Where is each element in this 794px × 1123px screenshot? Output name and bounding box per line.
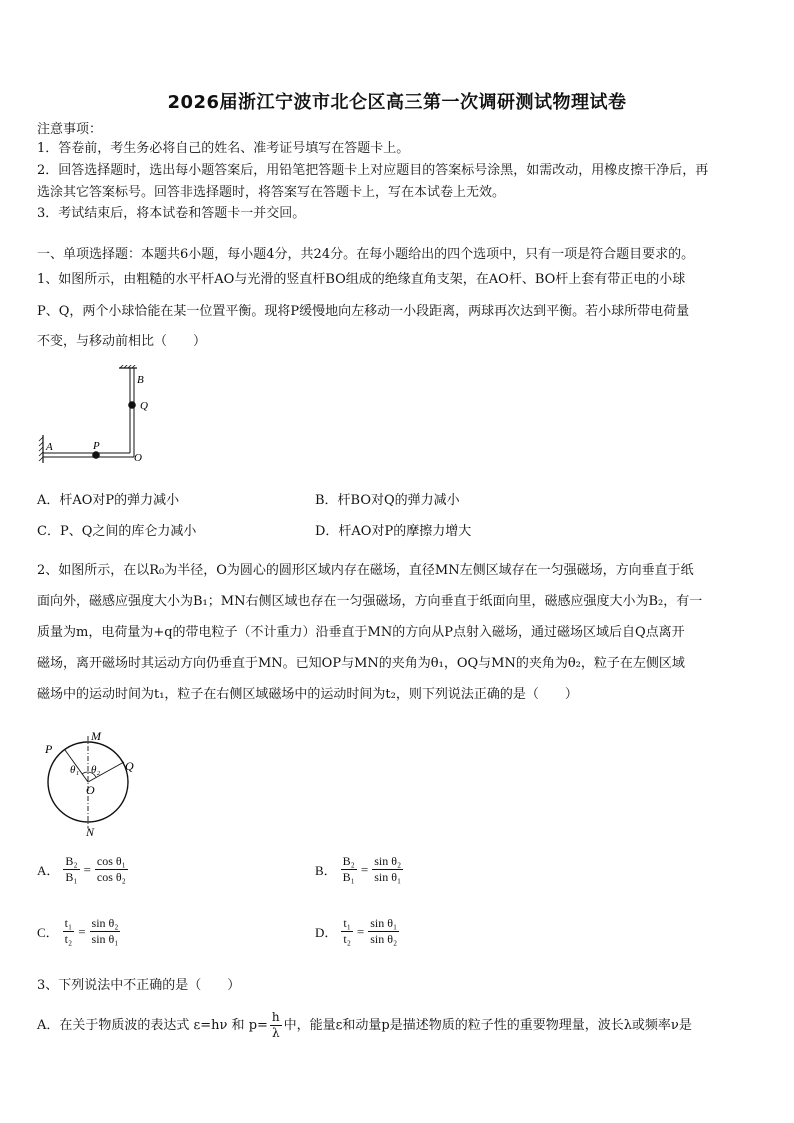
label-o: O	[134, 452, 142, 464]
q1-stem-line-3: 不变，与移动前相比（ ）	[37, 334, 207, 349]
q2-option-c-label: C．	[37, 925, 59, 940]
section-heading: 一、单项选择题：本题共6小题，每小题4分，共24分。在每小题给出的四个选项中，只有一项是符合题目要求的。	[37, 247, 695, 262]
label-n: N	[86, 825, 95, 839]
q3-option-a[interactable]	[37, 1010, 692, 1041]
fraction: $\frac{\text{t₁}}{\text{t₂}}$	[343, 916, 351, 946]
fraction: $\frac{h}{\lambda}$	[271, 1010, 280, 1040]
q1-stem-line-2: P、Q，两个小球恰能在某一位置平衡。现将P缓慢地向左移动一小段距离，两球再次达到平衡。若小球所带电荷量	[37, 304, 690, 319]
fraction: $\frac{\text{B₂}}{\text{B₁}}$	[342, 854, 355, 884]
label-p: P	[45, 742, 53, 756]
q2-option-b[interactable]: B． $\frac{\text{B₂}}{\text{B₁}}$ = $\frac{\text{sin θ₂}}{\text{sin θ₁}}$	[315, 854, 402, 884]
notice-heading: 注意事项：	[37, 122, 103, 137]
notice-item-2-cont: 选涂其它答案标号。回答非选择题时，将答案写在答题卡上，写在本试卷上无效。	[37, 185, 506, 200]
q2-stem-line-5: 磁场中的运动时间为t₁，粒子在右侧区域磁场中的运动时间为t₂，则下列说法正确的是（ ）	[37, 687, 578, 702]
page-title: 2026届浙江宁波市北仑区高三第一次调研测试物理试卷	[167, 92, 627, 113]
q2-option-d-label: D．	[315, 925, 338, 940]
notice-item-2: 2．回答选择题时，选出每小题答案后，用铅笔把答题卡上对应题目的答案标号涂黑，如需改动，用橡皮擦干净后，再	[37, 163, 709, 178]
q3-option-a-pre: A．在关于物质波的表达式 ε=hν 和 p=	[37, 1017, 268, 1033]
label-p: P	[93, 440, 100, 452]
label-b: B	[137, 374, 144, 386]
q2-option-b-label: B．	[315, 863, 337, 878]
label-o: O	[86, 783, 95, 797]
ball-p	[92, 451, 100, 459]
fraction: $\frac{\text{sin θ₂}}{\text{sin θ₁}}$	[374, 854, 402, 884]
label-theta1: θ₁	[70, 764, 80, 776]
q2-figure	[36, 724, 156, 840]
notice-item-3: 3．考试结束后，将本试卷和答题卡一并交回。	[37, 206, 306, 221]
q1-option-a[interactable]: A．杆AO对P的弹力减小	[37, 493, 180, 508]
q2-stem-line-4: 磁场，离开磁场时其运动方向仍垂直于MN。已知OP与MN的夹角为θ₁，OQ与MN的夹角为θ₂，粒子在左侧区域	[37, 656, 685, 671]
q1-stem-line-1: 1、如图所示，由粗糙的水平杆AO与光滑的竖直杆BO组成的绝缘直角支架，在AO杆、BO杆上套有带正电的小球	[37, 272, 686, 287]
ball-q	[128, 401, 136, 409]
label-q: Q	[125, 759, 134, 773]
q1-figure	[36, 365, 156, 465]
q2-stem-line-1: 2、如图所示，在以R₀为半径，O为圆心的圆形区域内存在磁场，直径MN左侧区域存在一匀强磁场，方向垂直于纸	[37, 563, 694, 578]
q2-option-d[interactable]: D． $\frac{\text{t₁}}{\text{t₂}}$ = $\frac{\text{sin θ₁}}{\text{sin θ₂}}$	[315, 916, 398, 946]
fraction: $\frac{\text{sin θ₂}}{\text{sin θ₁}}$	[91, 916, 119, 946]
label-m: M	[91, 729, 101, 743]
fraction: $\frac{\text{B₂}}{\text{B₁}}$	[65, 854, 78, 884]
q1-option-b[interactable]: B．杆BO对Q的弹力减小	[315, 493, 460, 508]
q1-option-d[interactable]: D．杆AO对P的摩擦力增大	[315, 524, 472, 539]
notice-item-1: 1．答卷前，考生务必将自己的姓名、准考证号填写在答题卡上。	[37, 141, 410, 156]
q2-stem-line-3: 质量为m，电荷量为+q的带电粒子（不计重力）沿垂直于MN的方向从P点射入磁场，通过磁场区域后自Q点离开	[37, 625, 685, 640]
fraction: $\frac{\text{t₁}}{\text{t₂}}$	[64, 916, 73, 946]
label-theta2: θ₂	[91, 764, 101, 776]
label-a: A	[46, 441, 53, 453]
q2-option-a[interactable]: A． $\frac{\text{B₂}}{\text{B₁}}$ = $\frac{\text{cos θ₁}}{\text{cos θ₂}}$	[37, 854, 126, 884]
q2-option-a-label: A．	[37, 863, 60, 878]
fraction: $\frac{\text{cos θ₁}}{\text{cos θ₂}}$	[96, 854, 126, 884]
fraction: $\frac{\text{sin θ₁}}{\text{sin θ₂}}$	[370, 916, 398, 946]
q1-option-c[interactable]: C．P、Q之间的库仑力减小	[37, 524, 197, 539]
q2-option-c[interactable]: C． $\frac{\text{t₁}}{\text{t₂}}$ = $\frac{\text{sin θ₂}}{\text{sin θ₁}}$	[37, 916, 119, 946]
q3-option-a-post: 中，能量ε和动量p是描述物质的粒子性的重要物理量，波长λ或频率ν是	[283, 1017, 692, 1033]
q3-stem: 3、下列说法中不正确的是（ ）	[37, 978, 241, 993]
label-q: Q	[140, 400, 148, 412]
q2-stem-line-2: 面向外，磁感应强度大小为B₁；MN右侧区域也存在一匀强磁场，方向垂直于纸面向里，磁感应强度大小为B₂，有一	[37, 594, 703, 609]
